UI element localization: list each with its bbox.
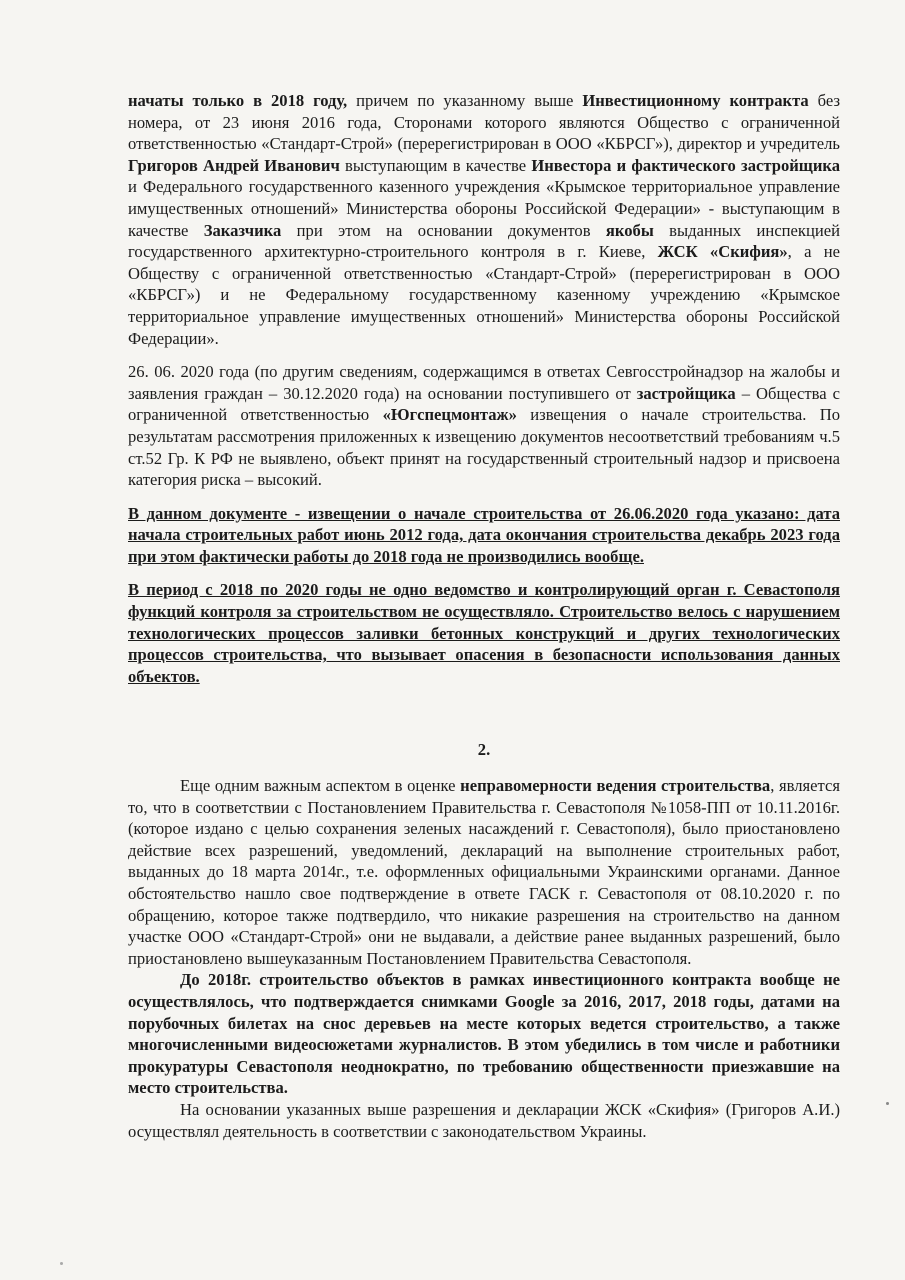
text-run: выданных инспекцией государственного архитектурно-строительного контроля в г. Киеве, xyxy=(128,220,840,262)
paragraph-ukraine-law: На основании указанных выше разрешения и декларации ЖСК «Скифия» (Григоров А.И.) осуществлял деятельность в соответствии с законодательством Украины. xyxy=(128,1099,840,1141)
bold-run: начаты только в 2018 году, xyxy=(128,91,348,110)
paragraph-gap xyxy=(128,349,840,361)
paragraph-unlawful-construction xyxy=(128,775,840,969)
bold-run: Инвестора и фактического застройщика xyxy=(531,155,840,175)
text-run: Еще одним важным аспектом в оценке xyxy=(180,776,461,796)
text-run: – Общества с ограниченной ответственностью xyxy=(128,383,840,425)
text-run: без номера, от 23 июня 2016 года, Сторонами которого являются Общество с ограниченной ответственностью «Стандарт-Строй» (перерегистрирован в ООО «КБРСГ»), директор и учредитель xyxy=(128,91,841,154)
text-run: извещения о начале строительства. По результатам рассмотрения приложенных к извещению документов несоответствий требованиям ч.5 ст.52 Гр. К РФ не выявлено, объект принят на государственный строительный надзор и присвоена категория риска – высокий. xyxy=(128,405,840,490)
text-run: и Федерального государственного казенного учреждения «Крымское территориальное управление имущественных отношений» Министерства обороны Российской Федерации» - выступающим в качестве xyxy=(128,177,840,240)
scan-speck xyxy=(886,1102,889,1105)
paragraph-investment-contract xyxy=(128,90,840,349)
bold-run: застройщика xyxy=(636,383,736,403)
text-run: , является то, что в соответствии с Постановлением Правительства г. Севастополя №1058-ПП от 10.11.2016г. (которое издано с целью сохранения зеленых насаждений г. Севастополя), было приостановлено действие всех разрешений, уведомлений, деклараций на выполнение строительных работ, выданных до 18 марта 2014г., т.е. оформленных официальными Украинскими органами. Данное обстоятельство нашло свое подтверждение в ответе ГАСК г. Севастополя от 08.10.2020 г. по обращению, которое также подтвердило, что никакие разрешения на строительство на данном участке ООО «Стандарт-Строй» они не выдавали, а действие ранее выданных разрешений, было приостановлено вышеуказанным Постановлением Правительства Севастополя. xyxy=(128,776,840,968)
paragraph-no-control: В период с 2018 по 2020 годы не одно ведомство и контролирующий орган г. Севастополя функций контроля за строительством не осуществляло. Строительство велось с нарушением технологических процессов заливки бетонных конструкций и других технологических процессов строительства, что вызывает опасения в безопасности использования данных объектов. xyxy=(128,580,840,686)
bold-run: Инвестиционному контракта xyxy=(582,91,809,110)
bold-run: До 2018г. строительство объектов в рамках инвестиционного контракта вообще не осуществлялось, что подтверждается снимками Google за 2016, 2017, 2018 годы, датами на порубочных билетах на снос деревьев на месте которых ведется строительство, а также многочисленными видеосюжетами журналистов. В этом убедились в том числе и работники прокуратуры Севастополя неоднократно, по требованию общественности приезжавшие на место строительства. xyxy=(128,970,840,1098)
document-body xyxy=(128,90,840,1142)
text-run: , а не Обществу с ограниченной ответственностью «Стандарт-Строй» (перерегистрирован в ООО «КБРСГ») и не Федеральному государственному казенному учреждению «Крымское территориальное управление имущественных отношений» Министерства обороны Российской Федерации». xyxy=(128,242,840,348)
text-run: 26. 06. 2020 года (по другим сведениям, содержащимся в ответах Севгосстройнадзор на жалобы и заявления граждан – 30.12.2020 года) на основании поступившего от xyxy=(128,362,840,403)
bold-run: ЖСК «Скифия» xyxy=(657,242,788,262)
section-number: 2. xyxy=(477,740,491,760)
bold-run: «Югспецмонтаж» xyxy=(382,405,517,425)
text-run: при этом на основании документов xyxy=(281,220,606,240)
paragraph-gap xyxy=(128,567,840,579)
paragraph-notice-dates: В данном документе - извещении о начале строительства от 26.06.2020 года указано: дата начала строительных работ июнь 2012 года, дата окончания строительства декабрь 2023 года при этом фактически работы до 2018 года не производились вообще. xyxy=(128,503,840,566)
bold-run: якобы xyxy=(605,220,654,240)
bold-run: Григоров Андрей Иванович xyxy=(128,155,340,175)
bold-run: Заказчика xyxy=(203,220,282,240)
text-run: выступающим в качестве xyxy=(339,155,532,175)
bold-run: неправомерности ведения строительства xyxy=(460,776,771,796)
paragraph-before-2018 xyxy=(128,969,840,1099)
text-run: причем по указанному выше xyxy=(347,91,583,110)
paragraph-gap xyxy=(128,491,840,503)
paragraph-construction-notice xyxy=(128,361,840,491)
scan-speck xyxy=(60,1262,63,1265)
